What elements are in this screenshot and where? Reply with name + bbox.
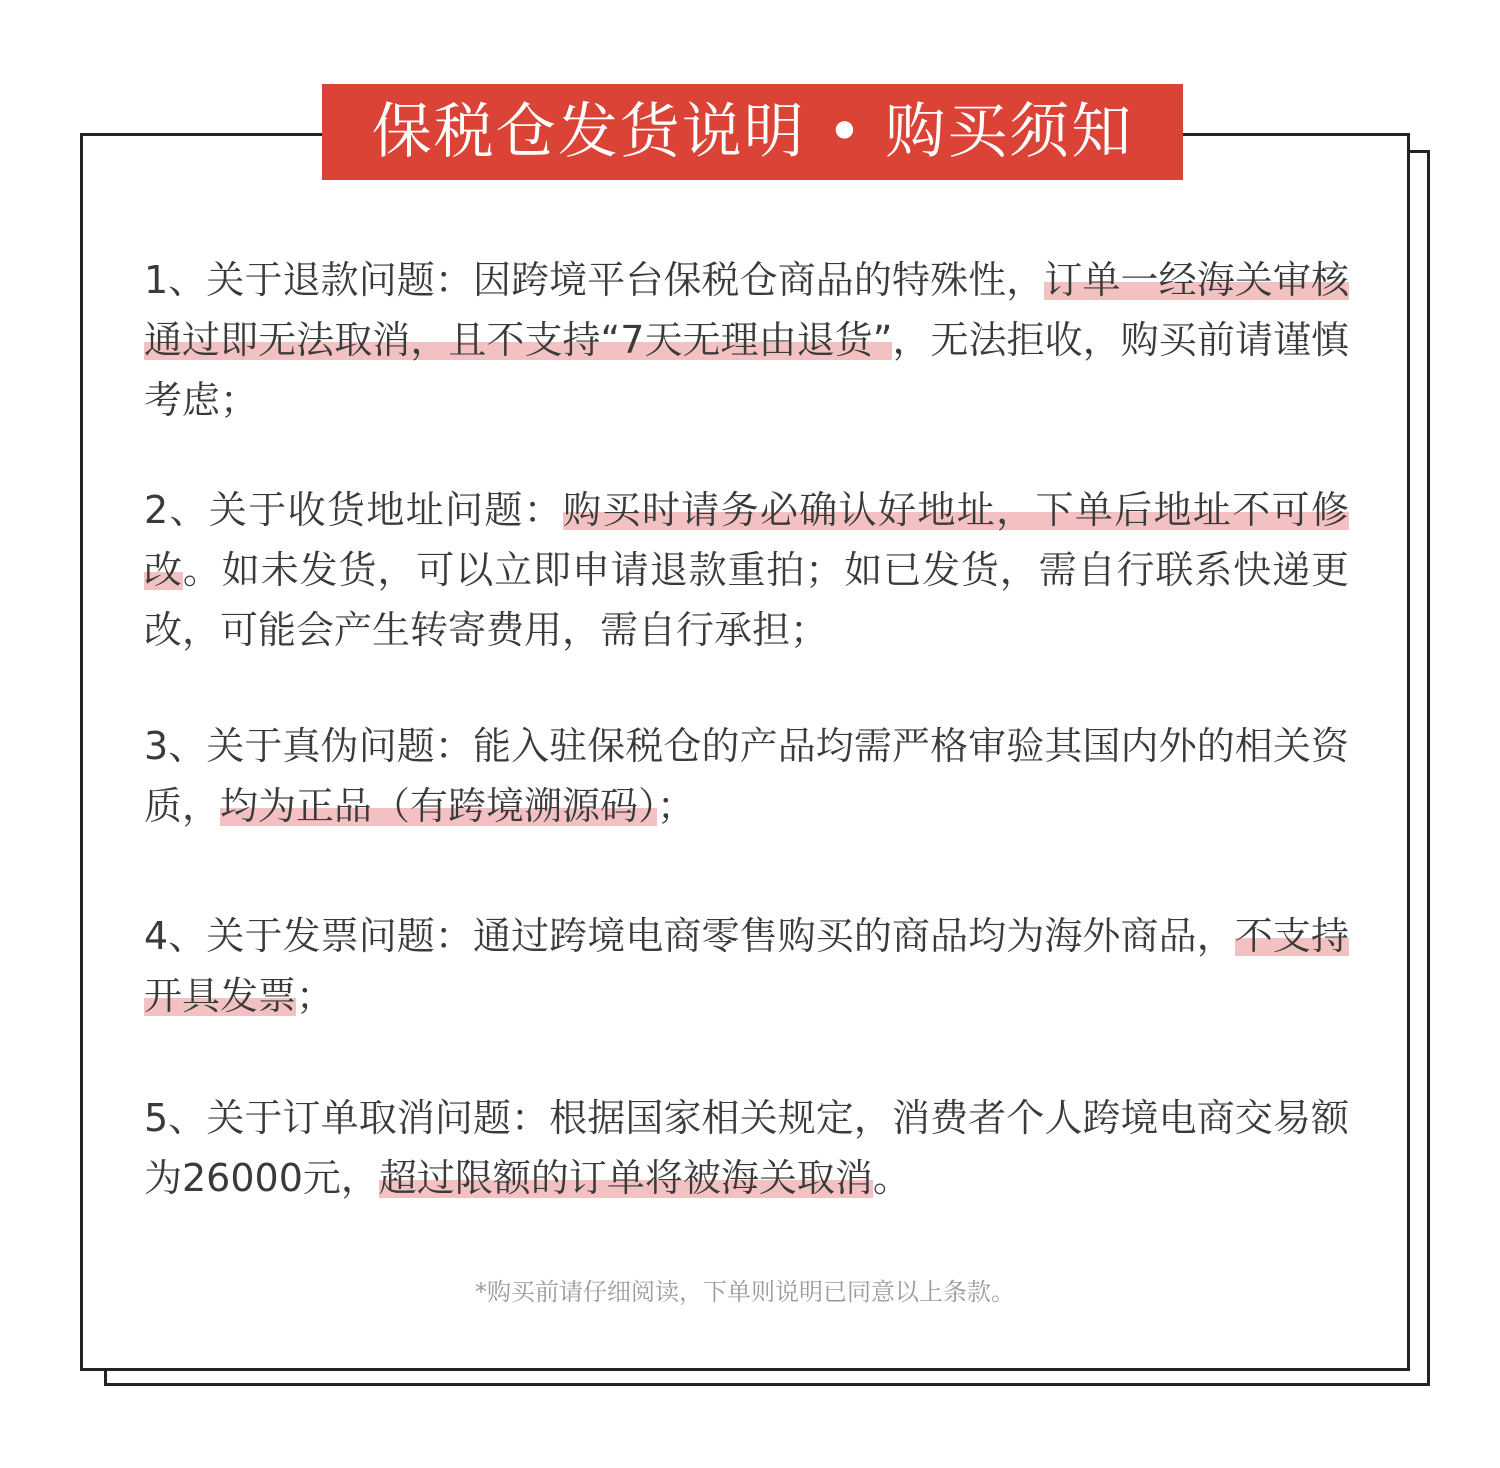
notice-item-address [144, 480, 1349, 660]
item-text: ，无法拒收，购买前请谨慎考虑； [144, 318, 1349, 422]
item-highlight: 不支持开具发票 [144, 914, 1349, 1018]
item-text: 4、关于发票问题：通过跨境电商零售购买的商品均为海外商品， [144, 914, 1235, 958]
notice-item-cancellation [144, 1088, 1349, 1208]
item-text: 。如未发货，可以立即申请退款重拍；如已发货，需自行联系快递更改，可能会产生转寄费用，需自行承担； [144, 548, 1349, 652]
item-text: 3、关于真伪问题：能入驻保税仓的产品均需严格审验其国内外的相关资质， [144, 724, 1349, 828]
item-highlight: 购买时请务必确认好地址，下单后地址不可修改 [144, 488, 1349, 592]
notice-item-authenticity [144, 716, 1349, 836]
page-title: 保税仓发货说明 • 购买须知 [322, 84, 1183, 180]
item-highlight: 订单一经海关审核通过即无法取消，且不支持“7天无理由退货” [144, 258, 1349, 362]
item-text: 。 [872, 1156, 911, 1200]
item-text: 5、关于订单取消问题：根据国家相关规定，消费者个人跨境电商交易额为26000元， [144, 1096, 1349, 1200]
item-text: ； [657, 784, 696, 828]
item-text: 1、关于退款问题：因跨境平台保税仓商品的特殊性， [144, 258, 1045, 302]
notice-item-invoice [144, 906, 1349, 1026]
item-highlight: 超过限额的订单将被海关取消 [378, 1156, 873, 1200]
footnote: *购买前请仔细阅读，下单则说明已同意以上条款。 [475, 1278, 1015, 1306]
notice-item-refund [144, 250, 1349, 430]
item-text: 2、关于收货地址问题： [144, 488, 564, 532]
item-highlight: 均为正品（有跨境溯源码） [220, 784, 658, 828]
notice-list [144, 250, 1349, 1208]
item-text: ； [296, 974, 335, 1018]
